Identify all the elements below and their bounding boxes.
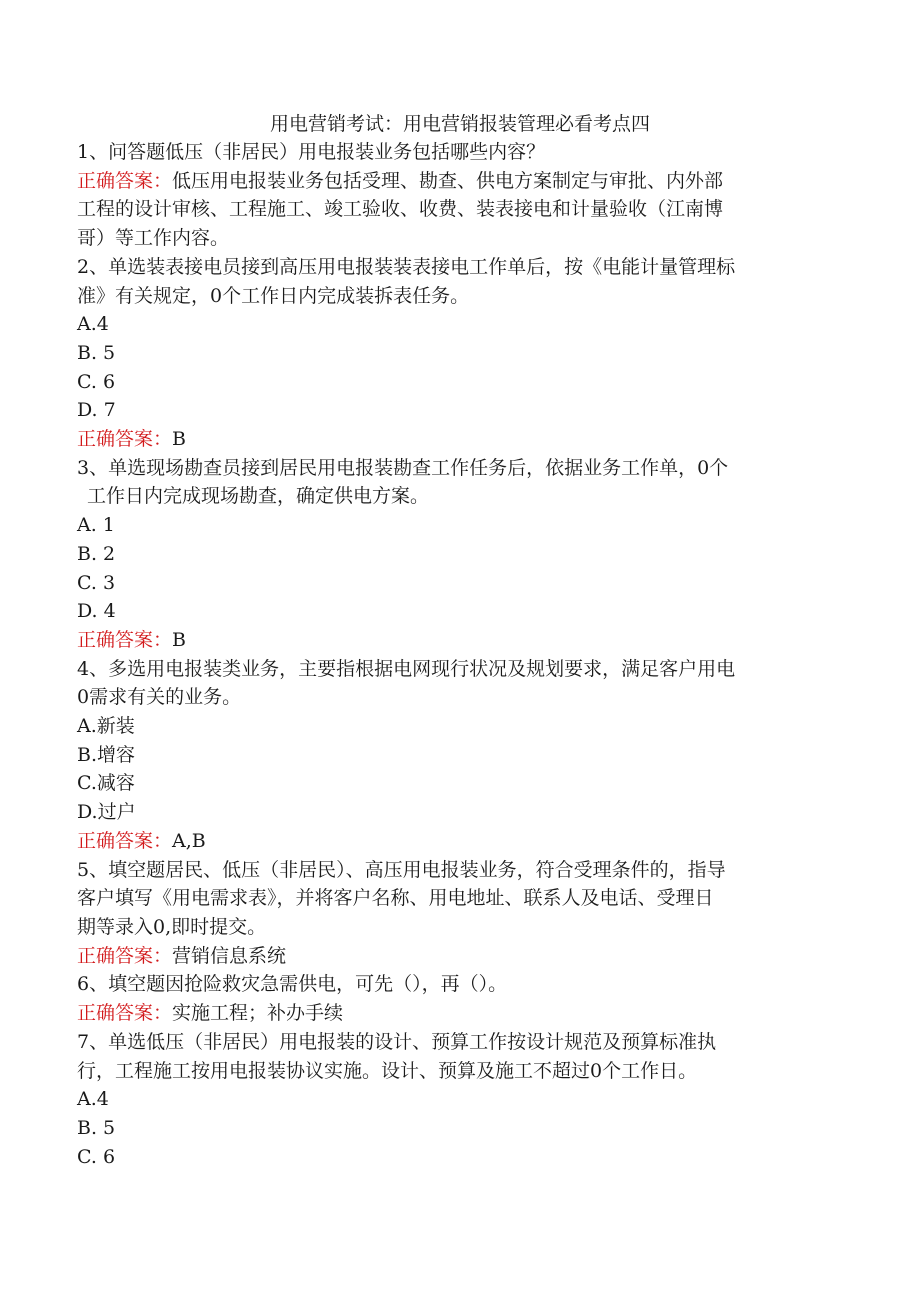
answer-value: B — [172, 428, 186, 451]
option-c: C. 3 — [77, 571, 116, 594]
answer-line — [77, 425, 837, 454]
question-text: 客户填写《用电需求表》，并将客户名称、用电地址、联系人及电话、受理日 — [77, 887, 714, 910]
option-a: A.4 — [77, 1088, 109, 1111]
answer-label: 正确答案： — [77, 169, 173, 192]
option-d: D. 4 — [77, 600, 116, 623]
question-1 — [77, 138, 837, 253]
answer-label: 正确答案： — [77, 829, 173, 852]
question-5 — [77, 856, 837, 971]
answer-label: 正确答案： — [77, 1002, 173, 1025]
question-6 — [77, 970, 837, 1027]
option-b: B. 5 — [77, 341, 116, 364]
answer-value: 实施工程；补办手续 — [172, 1002, 344, 1025]
question-list — [77, 138, 837, 1171]
question-text: 行，工程施工按用电报装协议实施。设计、预算及施工不超过0个工作日。 — [77, 1059, 698, 1082]
option-c: C.减容 — [77, 772, 135, 795]
option-a: A. 1 — [77, 514, 115, 537]
question-text: 4、多选用电报装类业务，主要指根据电网现行状况及规划要求，满足客户用电 — [77, 657, 736, 680]
question-text: 7、单选低压（非居民）用电报装的设计、预算工作按设计规范及预算标准执 — [77, 1030, 717, 1053]
option-c: C. 6 — [77, 370, 116, 393]
option-a: A.新装 — [77, 715, 135, 738]
answer-value: 工程的设计审核、工程施工、竣工验收、收费、装表接电和计量验收（江南博 — [77, 198, 724, 221]
answer-line — [77, 999, 837, 1028]
question-text: 工作日内完成现场勘查，确定供电方案。 — [87, 485, 430, 508]
option-d: D. 7 — [77, 399, 116, 422]
page-title: 用电营销考试：用电营销报装管理必看考点四 — [269, 113, 650, 135]
answer-label: 正确答案： — [77, 628, 173, 651]
question-text: 1、问答题低压（非居民）用电报装业务包括哪些内容？ — [77, 141, 546, 163]
question-4 — [77, 655, 837, 856]
answer-line — [77, 167, 837, 196]
option-b: B.增容 — [77, 743, 136, 766]
answer-value: 营销信息系统 — [172, 944, 287, 967]
question-text: 2、单选装表接电员接到高压用电报装装表接电工作单后，按《电能计量管理标 — [77, 255, 736, 278]
option-a: A.4 — [77, 313, 109, 336]
option-b: B. 5 — [77, 1116, 116, 1139]
answer-label: 正确答案： — [77, 944, 173, 967]
question-2 — [77, 253, 837, 454]
question-text: 准》有关规定，0个工作日内完成装拆表任务。 — [77, 284, 470, 307]
question-text: 6、填空题因抢险救灾急需供电，可先（），再（）。 — [77, 973, 508, 996]
question-7 — [77, 1028, 837, 1172]
answer-line — [77, 827, 837, 856]
answer-value: B — [172, 628, 186, 651]
option-d: D.过户 — [77, 801, 136, 824]
question-text: 5、填空题居民、低压（非居民）、高压用电报装业务，符合受理条件的，指导 — [77, 858, 726, 881]
question-text: 期等录入0,即时提交。 — [77, 915, 267, 938]
question-text: 3、单选现场勘查员接到居民用电报装勘查工作任务后，依据业务工作单，0个 — [77, 456, 729, 479]
answer-value: 低压用电报装业务包括受理、勘查、供电方案制定与审批、内外部 — [172, 169, 724, 192]
option-b: B. 2 — [77, 542, 116, 565]
answer-label: 正确答案： — [77, 428, 173, 451]
answer-value: A,B — [172, 829, 206, 852]
answer-value: 哥）等工作内容。 — [77, 227, 230, 250]
answer-line — [77, 626, 837, 655]
answer-line — [77, 942, 837, 971]
question-text: 0需求有关的业务。 — [77, 686, 242, 709]
question-3 — [77, 454, 837, 655]
option-c: C. 6 — [77, 1145, 116, 1168]
